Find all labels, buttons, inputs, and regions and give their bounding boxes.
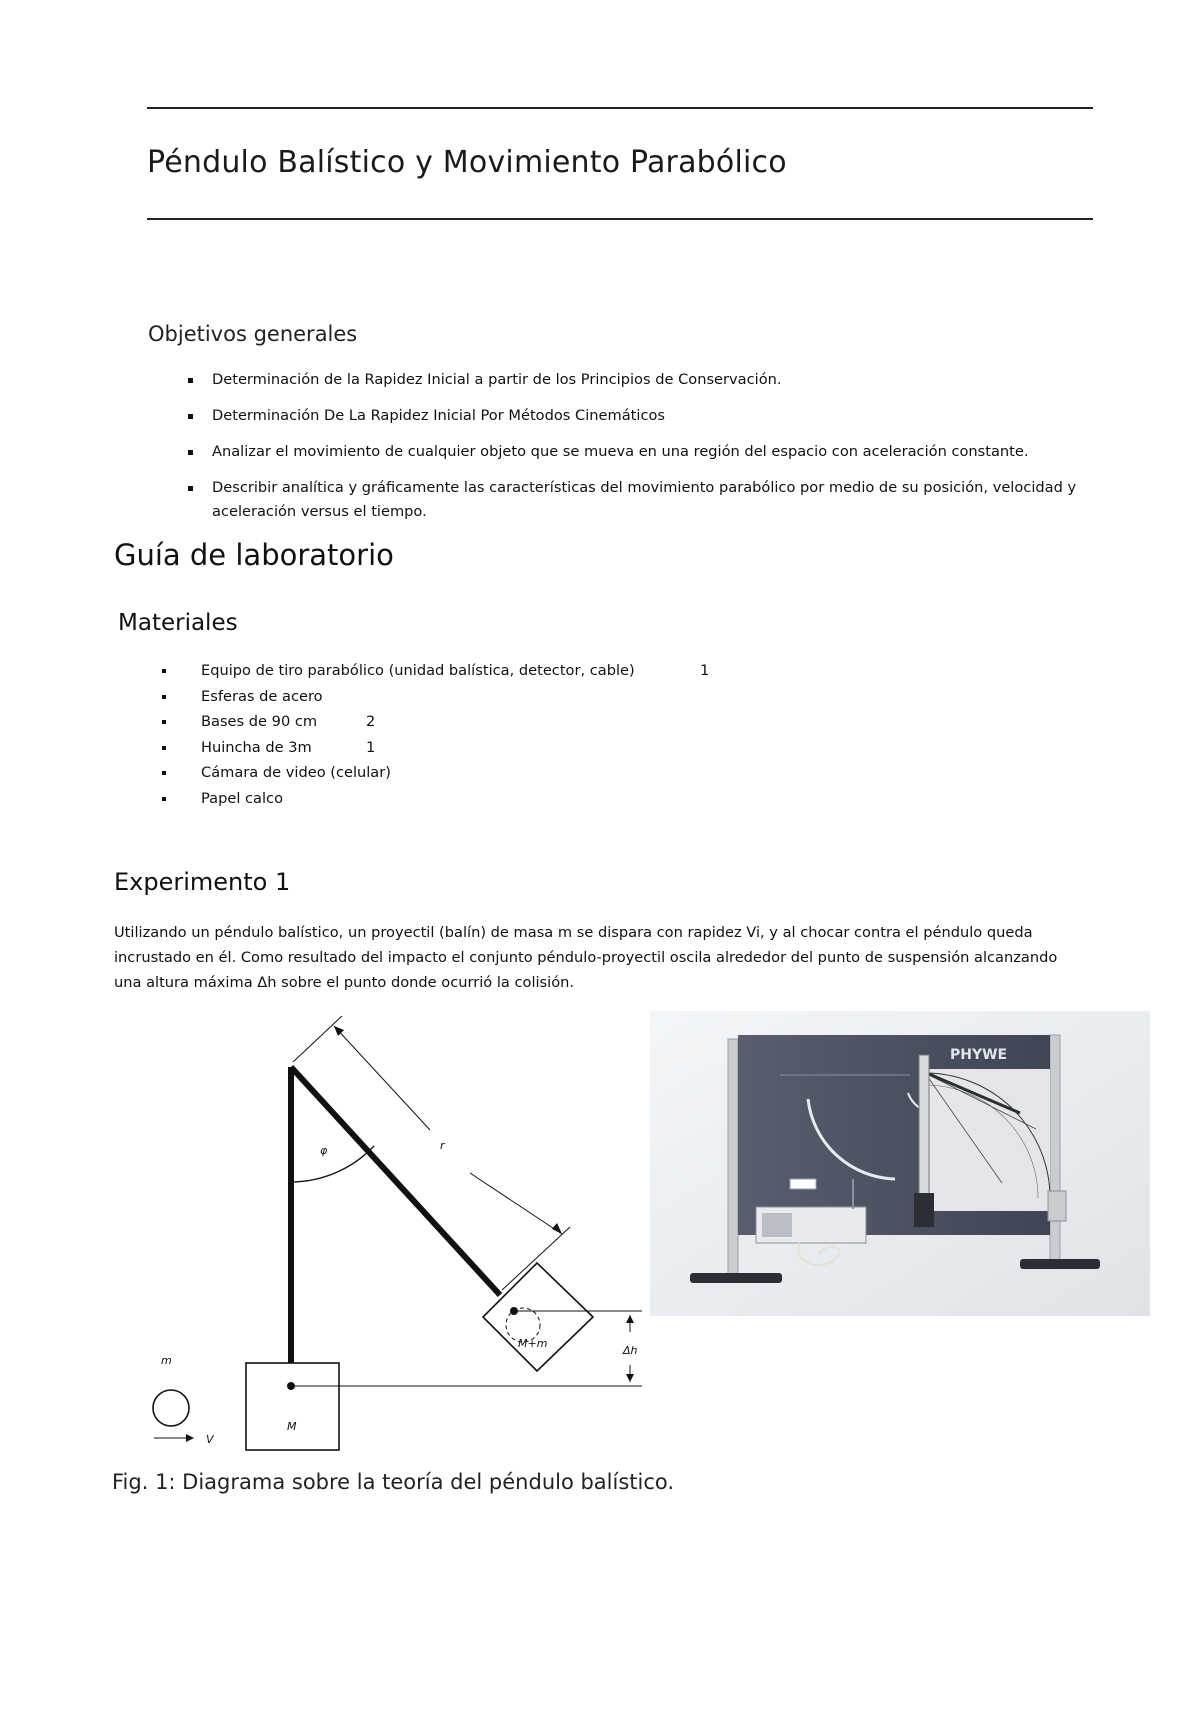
pendulum-catcher bbox=[914, 1193, 934, 1227]
block-mass-label: M bbox=[287, 1420, 297, 1433]
materiales-list bbox=[160, 658, 920, 812]
objetivos-list bbox=[186, 368, 1086, 536]
combined-mass-block bbox=[483, 1263, 593, 1371]
apparatus-foot-left bbox=[690, 1273, 782, 1283]
material-item bbox=[160, 735, 920, 761]
material-item bbox=[160, 658, 920, 684]
document-title: Péndulo Balístico y Movimiento Parabólico bbox=[147, 145, 787, 180]
material-name: Equipo de tiro parabólico (unidad balística, detector, cable) bbox=[201, 662, 635, 679]
material-name: Bases de 90 cm bbox=[201, 713, 318, 731]
apparatus-photo bbox=[650, 1011, 1150, 1316]
material-qty: 2 bbox=[366, 713, 376, 731]
material-item bbox=[160, 709, 920, 735]
pendulum-rod-swung bbox=[291, 1067, 500, 1295]
velocity-label: V bbox=[206, 1433, 214, 1446]
height-arrow-head bbox=[626, 1374, 634, 1382]
material-item bbox=[160, 760, 920, 786]
apparatus-brand: PHYWE bbox=[950, 1047, 1008, 1063]
title-top-rule bbox=[147, 107, 1093, 109]
length-dim-line bbox=[334, 1026, 430, 1130]
material-item bbox=[160, 786, 920, 812]
objetivo-item: Determinación de la Rapidez Inicial a partir de los Principios de Conservación. bbox=[186, 368, 1086, 392]
height-arrow-head bbox=[626, 1315, 634, 1323]
velocity-arrow-head bbox=[186, 1434, 194, 1442]
objetivo-item: Determinación De La Rapidez Inicial Por Métodos Cinemáticos bbox=[186, 404, 1086, 428]
apparatus-post-left bbox=[728, 1039, 738, 1279]
guia-heading: Guía de laboratorio bbox=[114, 538, 394, 572]
material-name: Cámara de video (celular) bbox=[201, 764, 391, 782]
projectile-ball bbox=[153, 1390, 189, 1426]
apparatus-clamp bbox=[1048, 1191, 1066, 1221]
length-label: r bbox=[440, 1139, 445, 1152]
pivot-dot bbox=[287, 1382, 295, 1390]
objetivos-heading: Objetivos generales bbox=[148, 322, 358, 346]
material-item bbox=[160, 684, 920, 710]
objetivo-item: Analizar el movimiento de cualquier objeto que se mueva en una región del espacio con aceleración constante. bbox=[186, 440, 1086, 464]
pendulum-bar bbox=[919, 1055, 929, 1217]
figure-caption: Fig. 1: Diagrama sobre la teoría del péndulo balístico. bbox=[112, 1470, 675, 1494]
angle-arc bbox=[291, 1146, 374, 1182]
combined-mass-label: M+m bbox=[518, 1337, 548, 1350]
height-label: Δh bbox=[623, 1344, 638, 1357]
apparatus-post-right bbox=[1050, 1035, 1060, 1263]
length-arrow-head bbox=[552, 1223, 562, 1234]
pendulum-block bbox=[246, 1363, 339, 1450]
materiales-heading: Materiales bbox=[118, 610, 238, 636]
length-dim-line bbox=[470, 1173, 562, 1234]
panel-label-plate bbox=[790, 1179, 816, 1189]
objetivo-item: Describir analítica y gráficamente las características del movimiento parabólico por medio de su posición, velocidad y aceleración versus el tiempo. bbox=[186, 476, 1086, 524]
pendulum-diagram bbox=[130, 1010, 650, 1460]
experimento-heading: Experimento 1 bbox=[114, 868, 291, 896]
experimento-paragraph: Utilizando un péndulo balístico, un proyectil (balín) de masa m se dispara con rapidez Vi, y al chocar contra el péndulo queda incrustado en él. Como resultado del impacto el conjunto péndulo-proyectil oscila alrededor del punto de suspensión alcanzando una altura máxima Δh sobre el punto donde ocurrió la colisión. bbox=[114, 924, 1058, 991]
material-name: Huincha de 3m bbox=[201, 738, 312, 756]
apparatus-foot-right bbox=[1020, 1259, 1100, 1269]
angle-label: φ bbox=[320, 1144, 328, 1157]
projectile-mass-label: m bbox=[161, 1354, 172, 1367]
title-bottom-rule bbox=[147, 218, 1093, 220]
length-ext-top bbox=[293, 1016, 342, 1062]
material-qty: 1 bbox=[700, 662, 710, 679]
protractor-sheet bbox=[925, 1069, 1050, 1211]
material-name: Esferas de acero bbox=[201, 687, 323, 705]
material-qty: 1 bbox=[366, 738, 376, 756]
material-name: Papel calco bbox=[201, 789, 283, 807]
launcher-detail bbox=[762, 1213, 792, 1237]
